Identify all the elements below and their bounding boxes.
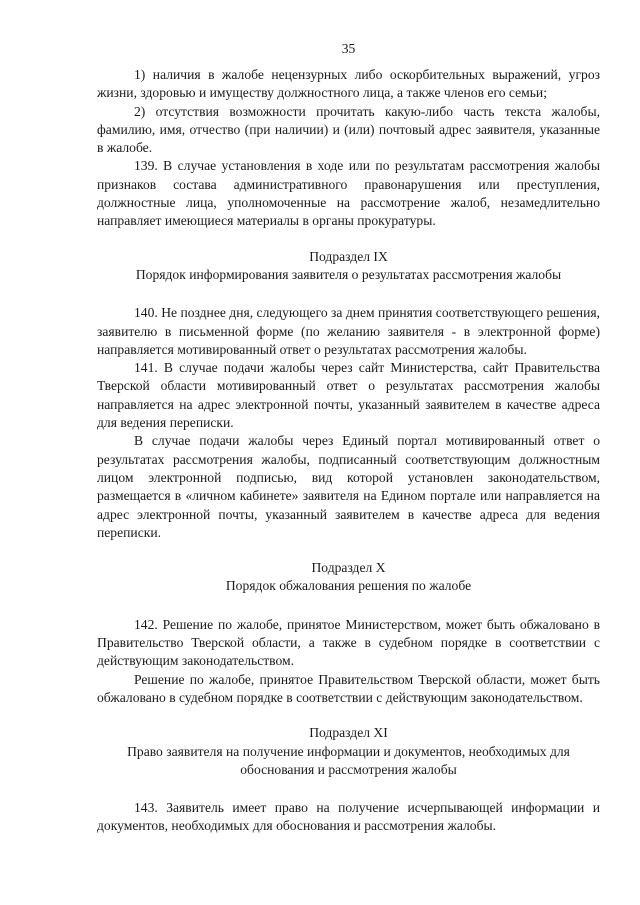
section-heading — [97, 559, 600, 596]
paragraph: 142. Решение по жалобе, принятое Министерством, может быть обжаловано в Правительство Тверской области, а также в судебном порядке в соответствии с действующим законодательством. — [97, 616, 600, 669]
paragraph: 141. В случае подачи жалобы через сайт Министерства, сайт Правительства Тверской области мотивированный ответ о результатах рассмотрения жалобы направляется на адрес электронной почты, указанный заявителем в качестве адреса для ведения переписки. — [97, 360, 600, 431]
subsection-title: Право заявителя на получение информации и документов, необходимых для обоснования и рассмотрения жалобы — [127, 743, 570, 777]
paragraph: 139. В случае установления в ходе или по результатам рассмотрения жалобы признаков состава административного правонарушения или преступления, должностные лица, уполномоченные на рассмотрение жалоб, незамедлительно направляет имеющиеся материалы в органы прокуратуры. — [97, 158, 600, 229]
section-heading — [97, 724, 600, 779]
paragraph: В случае подачи жалобы через Единый портал мотивированный ответ о результатах рассмотрения жалобы, подписанный соответствующим должностным лицом электронной подписью, вид которой установлен законодательством, размещается в «личном кабинете» заявителя на Едином портале или направляется на адрес электронной почты, указанный заявителем в качестве адреса для ведения переписки. — [97, 433, 600, 540]
subsection-number: Подраздел IX — [309, 248, 388, 264]
paragraph: Решение по жалобе, принятое Правительством Тверской области, может быть обжаловано в судебном порядке в соответствии с действующим законодательством. — [97, 671, 600, 705]
section-heading — [97, 248, 600, 285]
paragraph: 140. Не позднее дня, следующего за днем принятия соответствующего решения, заявителю в письменной форме (по желанию заявителя - в электронной форме) направляется мотивированный ответ о результатах рассмотрения жалобы. — [97, 305, 600, 357]
document-body — [97, 66, 600, 836]
subsection-number: Подраздел XI — [309, 725, 388, 741]
subsection-number: Подраздел X — [311, 560, 386, 576]
paragraph: 2) отсутствия возможности прочитать какую-либо часть текста жалобы, фамилию, имя, отчество (при наличии) и (или) почтовый адрес заявителя, указанные в жалобе. — [97, 103, 600, 156]
page-number: 35 — [341, 41, 356, 56]
document-page — [97, 40, 600, 836]
subsection-title: Порядок информирования заявителя о результатах рассмотрения жалобы — [135, 266, 562, 282]
paragraph: 143. Заявитель имеет право на получение исчерпывающей информации и документов, необходимых для обоснования и рассмотрения жалобы. — [97, 800, 600, 834]
subsection-title: Порядок обжалования решения по жалобе — [225, 578, 472, 594]
paragraph: 1) наличия в жалобе нецензурных либо оскорбительных выражений, угроз жизни, здоровью и имуществу должностного лица, а также членов его семьи; — [97, 67, 600, 101]
